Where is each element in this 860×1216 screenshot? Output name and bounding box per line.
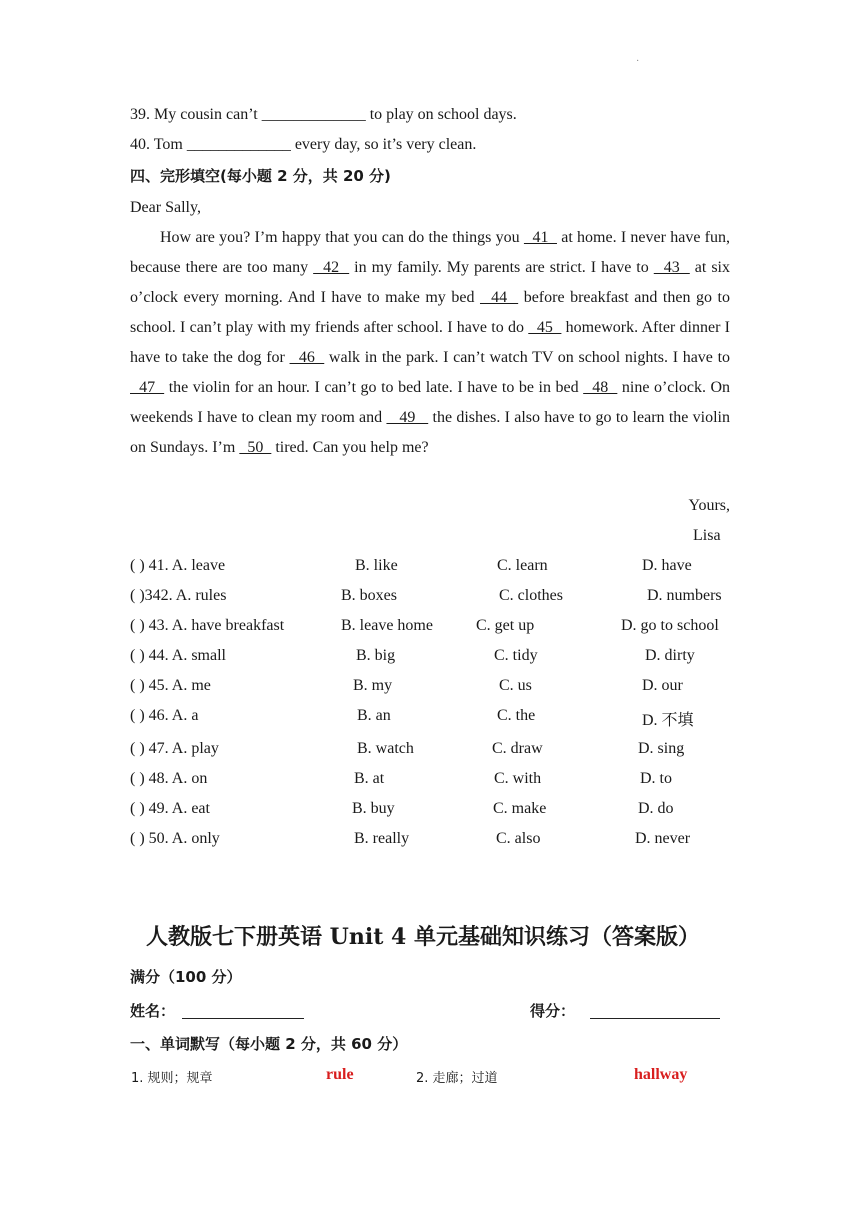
blank-47: 47	[130, 379, 165, 396]
option-d: D. numbers	[647, 587, 722, 604]
option-b: B. like	[355, 557, 398, 574]
option-d: D. dirty	[645, 647, 695, 664]
option-d: D. 不填	[642, 712, 694, 729]
option-question: ( ) 46. A. a	[130, 707, 199, 724]
blank-44: 44	[479, 289, 519, 306]
option-b: B. an	[357, 707, 391, 724]
option-b: B. leave home	[341, 617, 433, 634]
letter-text: at six o’clock every morning. And I have to make my bed	[130, 259, 731, 306]
letter-text: tired. Can you help me?	[271, 439, 429, 456]
name-label: 姓名：	[130, 1002, 176, 1020]
letter-text: the violin for an hour. I can’t go to bed late. I have to be in bed	[164, 379, 584, 396]
option-b: B. watch	[357, 740, 414, 757]
option-question: ( ) 44. A. small	[130, 647, 226, 664]
option-row	[130, 677, 740, 699]
option-c: C. us	[499, 677, 532, 694]
option-question: ( ) 48. A. on	[130, 770, 208, 787]
option-row	[130, 770, 740, 792]
letter-text: walk in the park. I can’t watch TV on school nights. I have to	[324, 349, 731, 366]
blank-42: 42	[313, 259, 350, 276]
option-d: D. have	[642, 557, 692, 574]
option-c: C. tidy	[494, 647, 538, 664]
letter-signature: Lisa	[693, 527, 721, 544]
option-b: B. boxes	[341, 587, 397, 604]
blank-43: 43	[653, 259, 690, 276]
score-field[interactable]	[590, 1017, 720, 1019]
letter-body	[130, 223, 730, 463]
option-row	[130, 557, 740, 579]
letter-closing: Yours,	[688, 497, 730, 514]
blank-46: 46	[289, 349, 325, 366]
blank-45: 45	[528, 319, 562, 336]
option-c: C. clothes	[499, 587, 563, 604]
option-row	[130, 707, 740, 729]
option-d: D. sing	[638, 740, 685, 757]
option-c: C. also	[496, 830, 541, 847]
question-39: 39. My cousin can’t _____________ to play on school days.	[130, 106, 517, 123]
blank-41: 41	[523, 229, 557, 246]
letter-text: in my family. My parents are strict. I have to	[349, 259, 654, 276]
option-question: ( ) 41. A. leave	[130, 557, 226, 574]
option-b: B. at	[354, 770, 385, 787]
letter-text: nine o’clock. On weekends I have to clean my room and	[130, 379, 731, 426]
option-c: C. the	[497, 707, 536, 724]
option-question: ( ) 50. A. only	[130, 830, 220, 847]
option-question: ( ) 47. A. play	[130, 740, 219, 757]
option-question: ( ) 49. A. eat	[130, 800, 210, 817]
vocab-item-1: 1. 规则；规章	[131, 1071, 213, 1086]
score-label: 得分：	[530, 1002, 576, 1020]
option-row	[130, 800, 740, 822]
letter-text: How are you? I’m happy that you can do the things you	[160, 229, 524, 246]
option-b: B. big	[356, 647, 396, 664]
question-40: 40. Tom _____________ every day, so it’s very clean.	[130, 136, 477, 153]
option-question: ( )342. A. rules	[130, 587, 227, 604]
header-dot: ·	[636, 56, 640, 67]
option-c: C. learn	[497, 557, 548, 574]
vocab-answer-2: hallway	[634, 1066, 688, 1083]
option-d: D. our	[642, 677, 683, 694]
option-c: C. make	[493, 800, 547, 817]
option-row	[130, 587, 740, 609]
blank-49: 49	[386, 409, 429, 426]
option-row	[130, 830, 740, 852]
document-title: 人教版七下册英语 Unit 4 单元基础知识练习（答案版）	[146, 924, 700, 950]
section-4-heading: 四、完形填空(每小题 2 分，共 20 分)	[130, 167, 391, 185]
option-d: D. never	[635, 830, 691, 847]
letter-text: before breakfast and then go to school. I can’t play with my friends after school. I have to do	[130, 289, 730, 336]
letter-text: homework. After dinner I have to take the dog for	[130, 319, 730, 366]
option-question: ( ) 43. A. have breakfast	[130, 617, 285, 634]
vocab-item-2: 2. 走廊；过道	[416, 1071, 498, 1086]
option-row	[130, 647, 740, 669]
letter-greeting: Dear Sally,	[130, 199, 201, 216]
vocab-answer-1: rule	[326, 1066, 354, 1083]
option-c: C. draw	[492, 740, 543, 757]
option-question: ( ) 45. A. me	[130, 677, 211, 694]
option-row	[130, 617, 740, 639]
option-b: B. buy	[352, 800, 395, 817]
option-b: B. really	[354, 830, 410, 847]
letter-text: at home. I never have fun, because there are too many	[130, 229, 731, 276]
option-d: D. to	[640, 770, 672, 787]
option-b: B. my	[353, 677, 393, 694]
name-field[interactable]	[182, 1017, 304, 1019]
letter-text: the dishes. I also have to go to learn the violin on Sundays. I’m	[130, 409, 730, 456]
full-score: 满分（100 分）	[130, 968, 242, 986]
section-1-heading: 一、单词默写（每小题 2 分，共 60 分）	[130, 1035, 408, 1053]
option-d: D. go to school	[621, 617, 719, 634]
option-d: D. do	[638, 800, 674, 817]
option-c: C. with	[494, 770, 542, 787]
blank-48: 48	[583, 379, 618, 396]
option-c: C. get up	[476, 617, 535, 634]
option-row	[130, 740, 740, 762]
blank-50: 50	[239, 439, 272, 456]
